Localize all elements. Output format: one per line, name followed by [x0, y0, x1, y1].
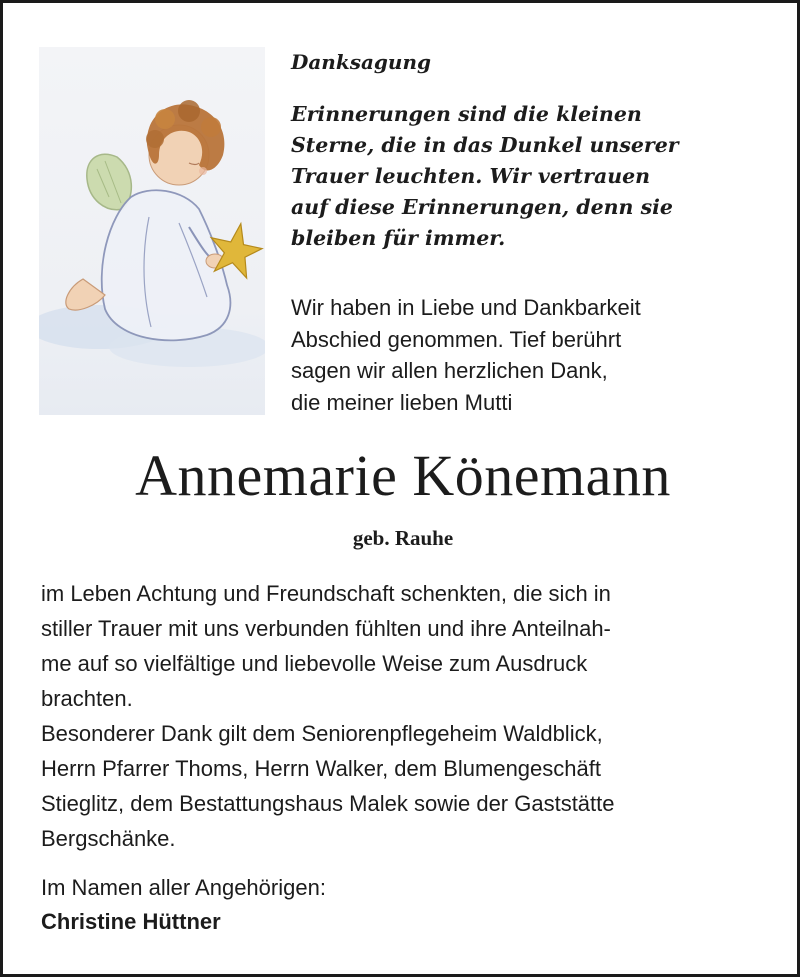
body-line: Herrn Pfarrer Thoms, Herrn Walker, dem Blumengeschäft	[41, 756, 601, 781]
body-line: Besonderer Dank gilt dem Seniorenpflegeheim Waldblick,	[41, 721, 603, 746]
deceased-name: Annemarie Könemann	[135, 443, 671, 508]
angel-with-star-icon	[39, 47, 265, 415]
intro-text	[291, 292, 791, 418]
thanks-body	[41, 576, 781, 856]
intro-line: Wir haben in Liebe und Dankbarkeit	[291, 295, 641, 320]
intro-line: sagen wir allen herzlichen Dank,	[291, 358, 608, 383]
maiden-name: geb. Rauhe	[352, 526, 454, 550]
body-line: Bergschänke.	[41, 826, 176, 851]
angel-illustration	[39, 47, 265, 415]
quote-line: Erinnerungen sind die kleinen	[291, 102, 642, 126]
closing-prefix: Im Namen aller Angehörigen:	[41, 875, 326, 900]
intro-line: die meiner lieben Mutti	[291, 389, 513, 415]
heading: Danksagung	[291, 50, 431, 74]
quote-line: Sterne, die in das Dunkel unserer	[291, 133, 679, 157]
body-line: Stieglitz, dem Bestattungshaus Malek sowie der Gaststätte	[41, 791, 615, 816]
quote-line: auf diese Erinnerungen, denn sie	[291, 195, 673, 219]
quote-line: Trauer leuchten. Wir vertrauen	[291, 164, 651, 188]
body-line: brachten.	[41, 686, 133, 711]
body-line: stiller Trauer mit uns verbunden fühlten und ihre Anteilnah-	[41, 616, 611, 641]
memorial-quote	[291, 99, 791, 254]
body-line: me auf so vielfältige und liebevolle Weise zum Ausdruck	[41, 651, 588, 676]
closing	[41, 871, 781, 939]
quote-line: bleiben für immer.	[291, 226, 506, 250]
intro-line: Abschied genommen. Tief berührt	[291, 326, 622, 352]
body-line: im Leben Achtung und Freundschaft schenkten, die sich in	[41, 581, 611, 606]
signer-name: Christine Hüttner	[41, 909, 221, 934]
